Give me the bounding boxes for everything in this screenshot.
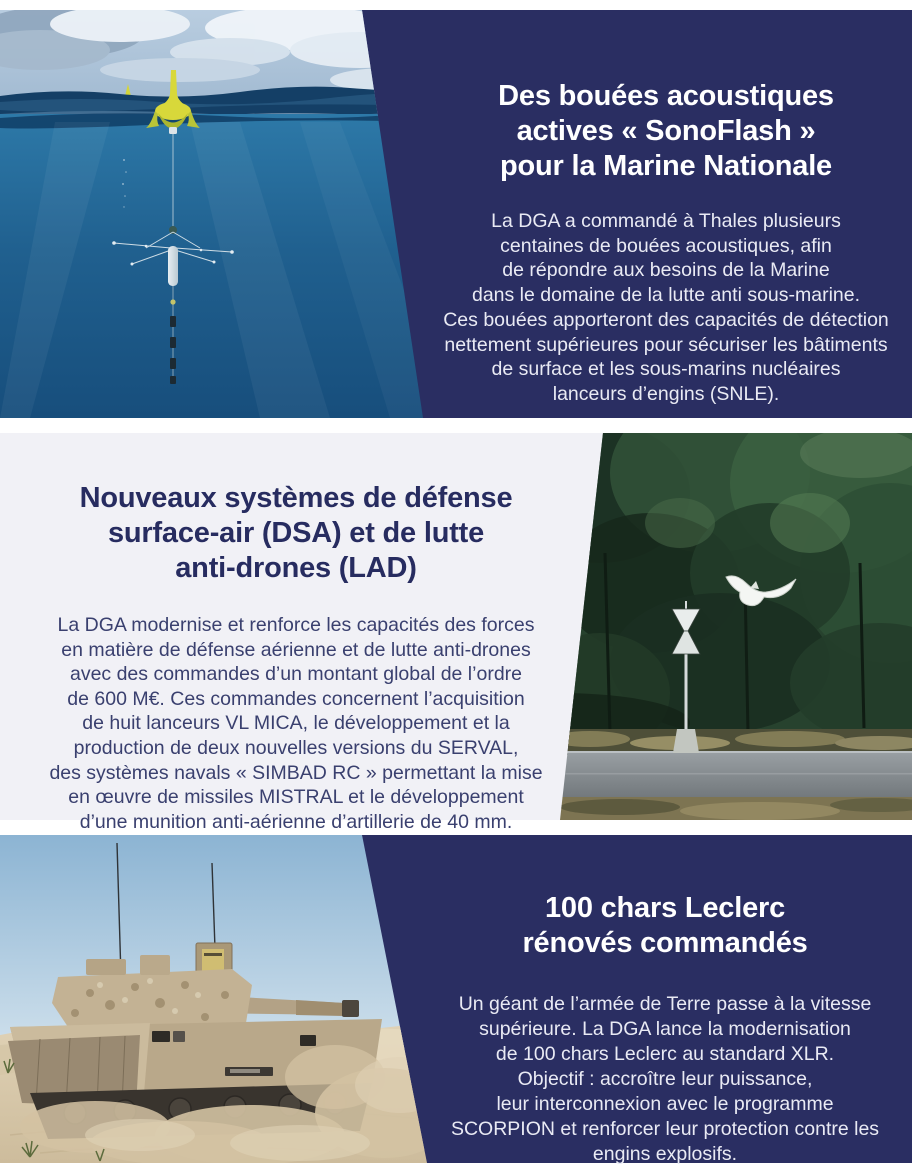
leclerc-text-block	[420, 867, 910, 1172]
title-line: 100 chars Leclerc	[544, 892, 786, 925]
anti-drone-photo	[560, 433, 912, 820]
leclerc-tank-scene	[0, 835, 427, 1163]
sonoflash-text-block	[428, 55, 904, 426]
section-leclerc	[0, 835, 912, 1166]
section-sonoflash	[0, 10, 912, 418]
title-line: anti-drones (LAD)	[175, 552, 417, 585]
dsa-lad-paragraph: La DGA modernise et renforce les capacités des forces en matière de défense aérienne et de lutte anti-drones avec des commandes d’un montant global de l’ordre de 600 M€. Ces commandes concernent l’acquisition de huit lanceurs VL MICA, le développement et la production de deux nouvelles versions du SERVAL, des systèmes navals « SIMBAD RC » permettant la mise en œuvre de missiles MISTRAL et le développement d’une munition anti-aérienne d’artillerie de 40 mm.	[49, 614, 543, 833]
dsa-lad-text-block	[8, 457, 584, 854]
sonobuoy-photo	[0, 10, 423, 418]
title-line: actives « SonoFlash »	[516, 115, 816, 148]
title-line: pour la Marine Nationale	[500, 150, 832, 183]
title-line: surface-air (DSA) et de lutte	[107, 517, 485, 550]
sonobuoy-illustration	[0, 10, 423, 418]
leclerc-title	[420, 891, 910, 961]
sonoflash-title	[428, 79, 904, 184]
leclerc-tank-photo	[0, 835, 427, 1163]
title-line: rénovés commandés	[522, 927, 808, 960]
title-line: Nouveaux systèmes de défense	[79, 482, 513, 515]
anti-drone-scene	[560, 433, 912, 820]
leclerc-paragraph: Un géant de l’armée de Terre passe à la vitesse supérieure. La DGA lance la modernisation de 100 chars Leclerc au standard XLR. Objectif : accroître leur puissance, leur interconnexion avec le programme SCORPION et renforcer leur protection contre les engins explosifs.	[450, 993, 880, 1166]
sonoflash-paragraph: La DGA a commandé à Thales plusieurs centaines de bouées acoustiques, afin de répondre aux besoins de la Marine dans le domaine de la lutte anti sous-marine. Ces bouées apporteront des capacités de détection nettement supérieures pour sécuriser les bâtiments de surface et les sous-marins nucléaires lanceurs d’engins (SNLE).	[443, 210, 889, 405]
section-dsa-lad	[0, 433, 912, 833]
title-line: Des bouées acoustiques	[498, 80, 834, 113]
dsa-lad-title	[8, 481, 584, 586]
